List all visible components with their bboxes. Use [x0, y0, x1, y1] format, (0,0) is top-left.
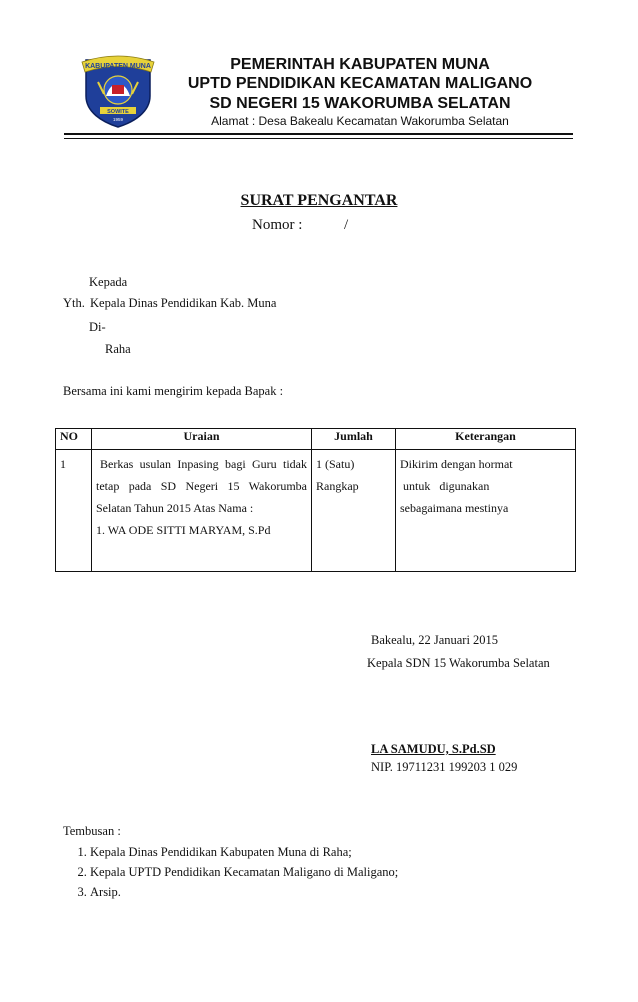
items-table	[55, 428, 576, 572]
recipient-name: Kepala Dinas Pendidikan Kab. Muna	[90, 296, 277, 310]
letterhead-line-2: UPTD PENDIDIKAN KECAMATAN MALIGANO	[187, 75, 533, 92]
cell-no: 1	[56, 450, 92, 572]
logo-banner-text: KABUPATEN MUNA	[85, 63, 151, 70]
kabupaten-muna-logo	[78, 52, 158, 128]
header-no: NO	[56, 429, 92, 450]
signatory-position: Kepala SDN 15 Wakorumba Selatan	[367, 656, 550, 670]
cell-jumlah	[312, 450, 396, 572]
cell-uraian	[92, 450, 312, 572]
signatory-nip: NIP. 19711231 199203 1 029	[371, 760, 518, 774]
document-title: SURAT PENGANTAR	[240, 192, 398, 209]
list-item: 2. Kepala UPTD Pendidikan Kecamatan Maligano di Maligano;	[90, 862, 398, 882]
signatory-name: LA SAMUDU, S.Pd.SD	[371, 742, 496, 756]
letterhead-rule-thick	[64, 133, 573, 135]
letterhead-line-3: SD NEGERI 15 WAKORUMBA SELATAN	[209, 95, 511, 112]
tembusan-list	[64, 842, 398, 902]
recipient-di: Di-	[89, 320, 106, 334]
recipient-place: Raha	[105, 342, 131, 356]
uraian-line: Berkas usulan Inpasing bagi Guru tidak	[100, 457, 307, 471]
logo-year: 1959	[112, 117, 124, 122]
header-uraian: Uraian	[92, 429, 312, 450]
header-jumlah: Jumlah	[312, 429, 396, 450]
place-date: Bakealu, 22 Januari 2015	[371, 633, 499, 647]
document-title-wrap	[0, 192, 638, 210]
table-header-row	[56, 429, 576, 450]
tembusan-label: Tembusan :	[63, 824, 121, 838]
jumlah-line: 1 (Satu)	[316, 457, 355, 471]
cell-keterangan	[396, 450, 576, 572]
keterangan-line: sebagaimana mestinya	[400, 501, 509, 515]
uraian-line: Selatan Tahun 2015 Atas Nama :	[96, 501, 254, 515]
nomor-slash: /	[344, 217, 349, 233]
table-row	[56, 450, 576, 572]
keterangan-line: Dikirim dengan hormat	[400, 457, 513, 471]
recipient-yth: Yth.	[63, 296, 85, 310]
uraian-line: tetap pada SD Negeri 15 Wakorumba	[96, 479, 307, 493]
letterhead-rule-thin	[64, 138, 573, 139]
header-keterangan: Keterangan	[396, 429, 576, 450]
keterangan-line: untuk digunakan	[400, 479, 490, 493]
list-item: 3. Arsip.	[90, 882, 398, 902]
logo-motto: SOWITE	[107, 109, 129, 115]
letterhead-line-1: PEMERINTAH KABUPATEN MUNA	[230, 56, 490, 73]
jumlah-line: Rangkap	[316, 479, 359, 493]
nomor-label: Nomor :	[252, 217, 303, 233]
recipient-kepada: Kepada	[89, 275, 128, 289]
letterhead-address: Alamat : Desa Bakealu Kecamatan Wakorumba Selatan	[211, 114, 509, 128]
intro-text: Bersama ini kami mengirim kepada Bapak :	[63, 384, 284, 398]
list-item: 1. Kepala Dinas Pendidikan Kabupaten Muna di Raha;	[90, 842, 398, 862]
uraian-line: 1. WA ODE SITTI MARYAM, S.Pd	[96, 523, 271, 537]
